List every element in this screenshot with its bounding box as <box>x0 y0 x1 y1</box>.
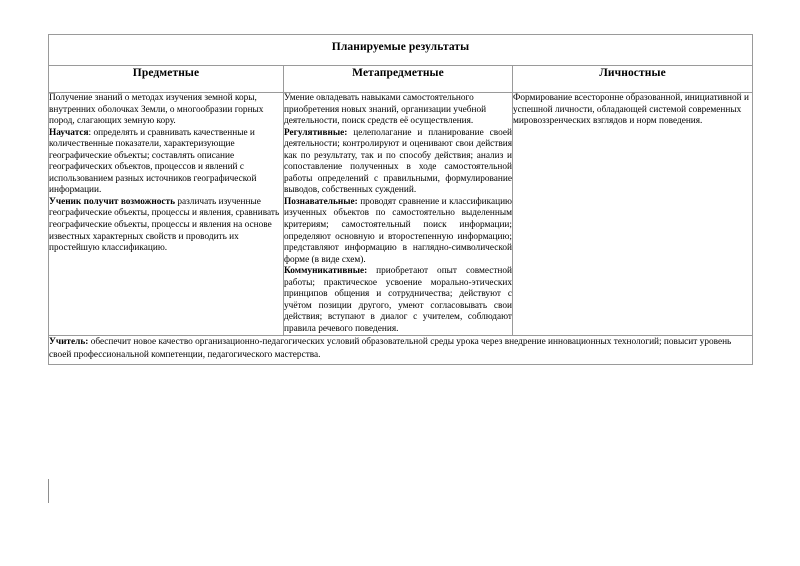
cell-lichnostnye <box>513 93 753 336</box>
column-header-label: Личностные <box>599 67 666 79</box>
paragraph-block <box>284 266 512 335</box>
table-body-row <box>49 93 753 336</box>
planned-results-table <box>48 34 753 365</box>
block-label: Коммуникативные: <box>284 266 368 277</box>
block-separator <box>367 266 376 276</box>
footer-text: обеспечит новое качество организационно-педагогических условий образовательной среды урока через внедрение инновационных технологий; повысит уровень своей профессиональной компетенции, педагогического мастерства. <box>49 337 732 360</box>
paragraph-block <box>49 197 283 255</box>
paragraph-text: Формирование всесторонне образованной, инициативной и успешной личности, обладающей системой современных мировоззренческих взглядов и норм поведения. <box>513 93 749 127</box>
column-header-label: Метапредметные <box>352 67 444 79</box>
column-header-label: Предметные <box>132 67 200 79</box>
paragraph-block <box>284 197 512 266</box>
block-text: определять и сравнивать качественные и количественные показатели, характеризующие географические объекты; составлять описание географических объектов, процессов и явлений с использованием разных источников географической информации. <box>49 127 257 196</box>
paragraph-intro <box>513 93 752 128</box>
table-footer-row <box>49 336 753 365</box>
page-title: Планируемые результаты <box>331 41 470 53</box>
table-title-row <box>49 35 753 66</box>
column-header-metapredmetnye <box>284 66 513 93</box>
paragraph-block <box>284 128 512 197</box>
cell-metapredmetnye <box>284 93 513 336</box>
table-header-row <box>49 66 753 93</box>
paragraph-text: Умение овладевать навыками самостоятельного приобретения новых знаний, организации учебной деятельности, поиск средств её осуществления. <box>284 93 487 127</box>
text-cursor <box>48 479 49 503</box>
paragraph-block <box>49 128 283 197</box>
cell-teacher-note <box>49 336 753 365</box>
block-separator: : <box>88 127 94 138</box>
block-label: Ученик получит возможность <box>49 196 176 207</box>
paragraph-intro <box>284 93 512 128</box>
column-header-predmetnye <box>49 66 284 93</box>
cell-predmetnye <box>49 93 284 336</box>
block-label: Познавательные: <box>284 196 358 207</box>
column-header-lichnostnye <box>513 66 753 93</box>
block-label: Регулятивные: <box>284 127 348 138</box>
paragraph-intro <box>49 93 283 128</box>
block-text: приобретают опыт совместной работы; практическое усвоение морально-этических принципов общения и сотрудничества; действуют с учётом позиции другого, умеют согласовывать свои действия; вступают в диалог с учителем, соблюдают правила речевого поведения. <box>284 266 512 334</box>
block-text: различать изученные географические объекты, процессы и явления, сравнивать географические объекты, процессы и явления на основе известных характерных свойств и проводить их простейшую классификацию. <box>49 196 280 254</box>
paragraph-text: Получение знаний о методах изучения земной коры, внутренних оболочках Земли, о многообразии горных пород, слагающих земную кору. <box>49 93 264 127</box>
block-text: целеполагание и планирование своей деятельности; контролируют и оценивают свои действия как по результату, так и по способу действия; анализ и сопоставление полученных в ходе самостоятельной работы определений с правильными, формулирование выводов, собственных суждений. <box>284 127 512 196</box>
block-text: проводят сравнение и классификацию изученных объектов по самостоятельно выделенным критериям; самостоятельный поиск информации; определяют основную и второстепенную информацию; представляют информацию в наглядно-символической форме (в виде схем). <box>284 196 512 265</box>
block-label: Научатся <box>49 127 89 138</box>
footer-label: Учитель: <box>49 337 89 348</box>
table-title-cell <box>49 35 753 66</box>
